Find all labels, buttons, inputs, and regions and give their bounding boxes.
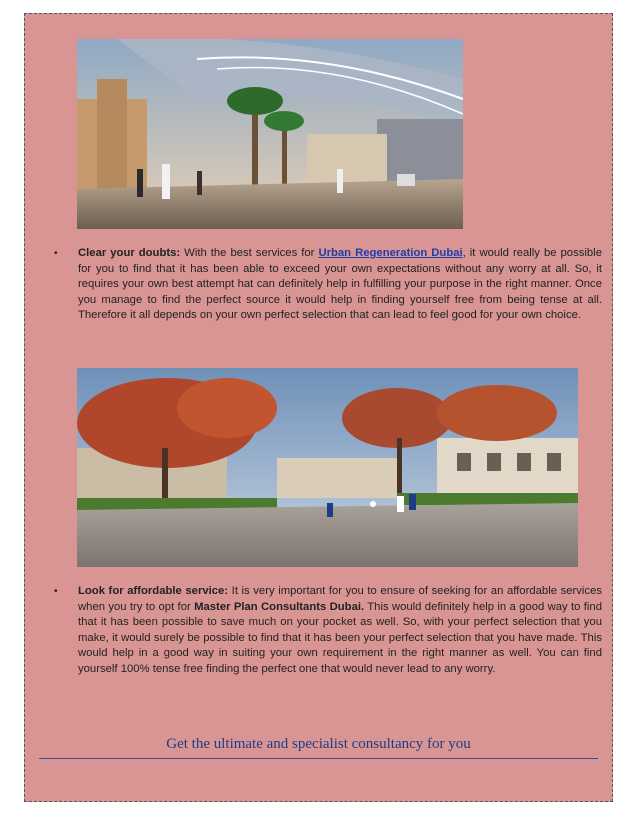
bullet-text — [78, 246, 602, 324]
residential-street-photo — [77, 368, 578, 567]
bullet-text — [78, 584, 602, 678]
bullet-body: , it would really be possible for you to find that it has been able to exceed your own expectations without any worry at all. So, it requires your own best attempt hat can definitely help in fulfilling your purpose in the right manner. Once you manage to find the perfect source it would help in finding yourself free from being tense at all. Therefore it all depends on your own perfect selection that can lead to feel good for your own choice. — [78, 247, 602, 322]
urban-regeneration-link[interactable]: Urban Regeneration Dubai — [318, 247, 463, 259]
bullet-body: This would definitely help in a good way to find that it has been possible to save much on your pocket as well. So, with your perfect selection that you make, it would surely be possible to find that it has been your perfect selection that you have made. This would help in a good way in suiting your own requirement in the right manner as well. You can find yourself 100% tense free finding the perfect one that would never lead to any worry. — [78, 600, 602, 675]
bullet-lead: Look for affordable service: — [78, 585, 229, 597]
bullet-body: It is very important for you to ensure of seeking for an affordable services when you try to opt for — [78, 585, 602, 613]
bullet-item-clear-doubts — [54, 246, 602, 324]
urban-plaza-photo — [77, 39, 463, 229]
document-page — [24, 13, 613, 802]
bullet-marker: • — [54, 586, 58, 597]
footer-divider — [39, 758, 598, 759]
master-plan-phrase: Master Plan Consultants Dubai. — [194, 600, 365, 613]
bullet-item-affordable-service — [54, 584, 602, 678]
bullet-body: With the best services for — [180, 247, 319, 259]
bullet-lead: Clear your doubts: — [78, 247, 181, 259]
page-footer: Get the ultimate and specialist consultancy for you — [166, 736, 471, 752]
bullet-marker: • — [54, 248, 58, 259]
